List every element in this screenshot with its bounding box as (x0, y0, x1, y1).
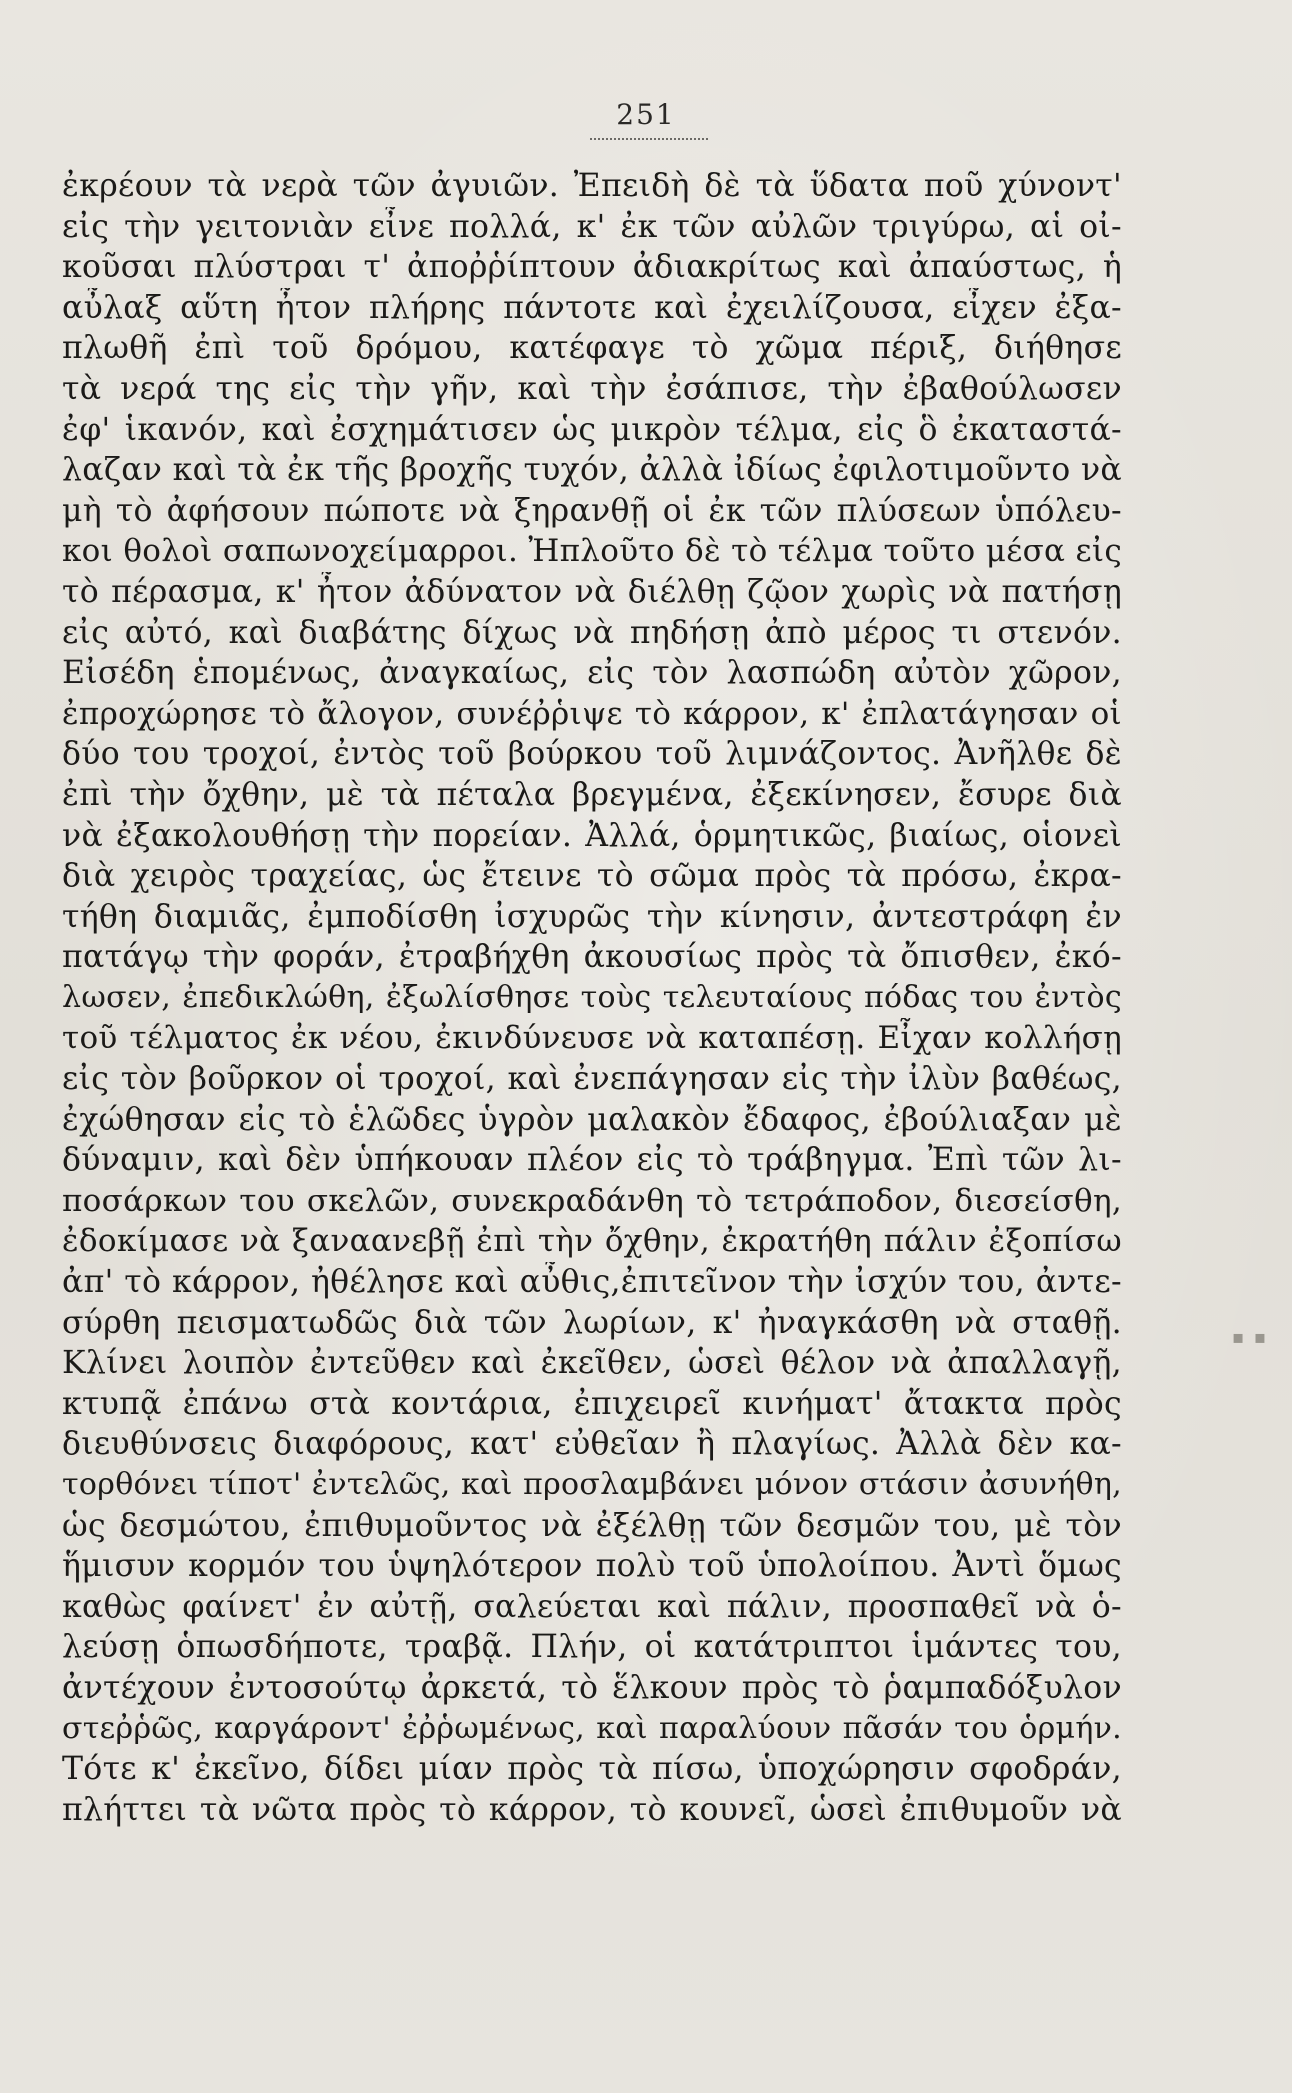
text-line: ἐφ' ἱκανόν, καὶ ἐσχημάτισεν ὡς μικρὸν τέλμα, εἰς ὃ ἐκαταστά- (62, 411, 1122, 448)
text-line: κτυπᾷ ἐπάνω στὰ κοντάρια, ἐπιχειρεῖ κινήματ' ἄτακτα πρὸς (62, 1385, 1122, 1422)
text-line: καθὼς φαίνετ' ἐν αὐτῇ, σαλεύεται καὶ πάλιν, προσπαθεῖ νὰ ὁ- (62, 1588, 1122, 1625)
page-number-rule (590, 138, 708, 140)
text-line: πλήττει τὰ νῶτα πρὸς τὸ κάρρον, τὸ κουνεῖ, ὡσεὶ ἐπιθυμοῦν νὰ (62, 1791, 1122, 1828)
text-line: Τότε κ' ἐκεῖνο, δίδει μίαν πρὸς τὰ πίσω, ὑποχώρησιν σφοδράν, (62, 1751, 1122, 1788)
text-line: αὖλαξ αὕτη ἦτον πλήρης πάντοτε καὶ ἐχειλίζουσα, εἶχεν ἐξα- (62, 289, 1122, 326)
text-line: νὰ ἐξακολουθήσῃ τὴν πορείαν. Ἀλλά, ὁρμητικῶς, βιαίως, οἱονεὶ (62, 817, 1122, 854)
text-line: κοῦσαι πλύστραι τ' ἀποῤῥίπτουν ἀδιακρίτως καὶ ἀπαύστως, ἡ (62, 249, 1122, 286)
text-line: τήθη διαμιᾶς, ἐμποδίσθη ἰσχυρῶς τὴν κίνησιν, ἀντεστράφη ἐν (62, 898, 1122, 935)
text-line: ἐπὶ τὴν ὄχθην, μὲ τὰ πέταλα βρεγμένα, ἐξεκίνησεν, ἔσυρε διὰ (62, 776, 1122, 813)
text-line: λαζαν καὶ τὰ ἐκ τῆς βροχῆς τυχόν, ἀλλὰ ἰδίως ἐφιλοτιμοῦντο νὰ (62, 452, 1122, 489)
text-line: τοῦ τέλματος ἐκ νέου, ἐκινδύνευσε νὰ καταπέσῃ. Εἶχαν κολλήσῃ (62, 1020, 1122, 1057)
text-line: στεῤῥῶς, καργάροντ' ἐῤῥωμένως, καὶ παραλύουν πᾶσάν του ὁρμήν. (62, 1710, 1122, 1746)
text-line: σύρθη πεισματωδῶς διὰ τῶν λωρίων, κ' ἠναγκάσθη νὰ σταθῇ. (62, 1304, 1122, 1341)
text-line: ποσάρκων του σκελῶν, συνεκραδάνθη τὸ τετράποδον, διεσείσθη, (62, 1182, 1122, 1219)
body-text (62, 166, 1122, 1830)
text-line: εἰς τὴν γειτονιὰν εἶνε πολλά, κ' ἐκ τῶν αὐλῶν τριγύρω, αἱ οἰ- (62, 208, 1122, 245)
text-line: πατάγῳ τὴν φοράν, ἐτραβήχθη ἀκουσίως πρὸς τὰ ὄπισθεν, ἐκό- (62, 939, 1122, 976)
text-line: διευθύνσεις διαφόρους, κατ' εὐθεῖαν ἢ πλαγίως. Ἀλλὰ δὲν κα- (62, 1426, 1122, 1463)
text-line: δύναμιν, καὶ δὲν ὑπήκουαν πλέον εἰς τὸ τράβηγμα. Ἐπὶ τῶν λι- (62, 1142, 1122, 1179)
text-line: ἐκρέουν τὰ νερὰ τῶν ἀγυιῶν. Ἐπειδὴ δὲ τὰ ὕδατα ποῦ χύνοντ' (62, 168, 1122, 204)
text-line: ἐπροχώρησε τὸ ἄλογον, συνέῤῥιψε τὸ κάρρον, κ' ἐπλατάγησαν οἱ (62, 695, 1122, 732)
text-line: εἰς τὸν βοῦρκον οἱ τροχοί, καὶ ἐνεπάγησαν εἰς τὴν ἰλὺν βαθέως, (62, 1061, 1122, 1098)
text-line: λεύσῃ ὁπωσδήποτε, τραβᾷ. Πλήν, οἱ κατάτριπτοι ἱμάντες του, (62, 1629, 1122, 1666)
text-line: εἰς αὐτό, καὶ διαβάτης δίχως νὰ πηδήσῃ ἀπὸ μέρος τι στενόν. (62, 614, 1122, 651)
page-number: 251 (616, 98, 676, 131)
text-line: μὴ τὸ ἀφήσουν πώποτε νὰ ξηρανθῇ οἱ ἐκ τῶν πλύσεων ὑπόλευ- (62, 492, 1122, 529)
text-line: κοι θολοὶ σαπωνοχείμαρροι. Ἠπλοῦτο δὲ τὸ τέλμα τοῦτο μέσα εἰς (62, 533, 1122, 570)
text-line: Εἰσέδη ἑπομένως, ἀναγκαίως, εἰς τὸν λασπώδη αὐτὸν χῶρον, (62, 655, 1122, 692)
text-line: ὡς δεσμώτου, ἐπιθυμοῦντος νὰ ἐξέλθῃ τῶν δεσμῶν του, μὲ τὸν (62, 1507, 1122, 1544)
text-line: τὸ πέρασμα, κ' ἦτον ἀδύνατον νὰ διέλθῃ ζῷον χωρὶς νὰ πατήσῃ (62, 573, 1122, 610)
text-line: πλωθῆ ἐπὶ τοῦ δρόμου, κατέφαγε τὸ χῶμα πέριξ, διήθησε (62, 330, 1122, 367)
text-line: τορθόνει τίποτ' ἐντελῶς, καὶ προσλαμβάνει μόνον στάσιν ἀσυνήθη, (62, 1467, 1122, 1502)
text-line: ἀπ' τὸ κάρρον, ἠθέλησε καὶ αὖθις,ἐπιτεῖνον τὴν ἰσχύν του, ἀντε- (62, 1264, 1122, 1301)
text-line: λωσεν, ἐπεδικλώθη, ἐξωλίσθησε τοὺς τελευταίους πόδας του ἐντὸς (62, 979, 1122, 1015)
text-line: τὰ νερά της εἰς τὴν γῆν, καὶ τὴν ἐσάπισε, τὴν ἐβαθούλωσεν (62, 370, 1122, 407)
text-line: ἐδοκίμασε νὰ ξαναανεβῇ ἐπὶ τὴν ὄχθην, ἐκρατήθη πάλιν ἐξοπίσω (62, 1223, 1122, 1260)
text-line: ἐχώθησαν εἰς τὸ ἑλῶδες ὑγρὸν μαλακὸν ἔδαφος, ἐβούλιαξαν μὲ (62, 1101, 1122, 1138)
margin-mark: ▪ ▪ (1232, 1327, 1269, 1348)
text-line: Κλίνει λοιπὸν ἐντεῦθεν καὶ ἐκεῖθεν, ὡσεὶ θέλον νὰ ἀπαλλαγῇ, (62, 1345, 1122, 1382)
text-line: διὰ χειρὸς τραχείας, ὡς ἔτεινε τὸ σῶμα πρὸς τὰ πρόσω, ἐκρα- (62, 858, 1122, 895)
text-line: ἥμισυν κορμόν του ὑψηλότερον πολὺ τοῦ ὑπολοίπου. Ἀντὶ ὅμως (62, 1548, 1122, 1585)
text-line: ἀντέχουν ἐντοσούτῳ ἀρκετά, τὸ ἕλκουν πρὸς τὸ ῥαμπαδόξυλον (62, 1669, 1122, 1706)
text-line: δύο του τροχοί, ἐντὸς τοῦ βούρκου τοῦ λιμνάζοντος. Ἀνῆλθε δὲ (62, 736, 1122, 773)
